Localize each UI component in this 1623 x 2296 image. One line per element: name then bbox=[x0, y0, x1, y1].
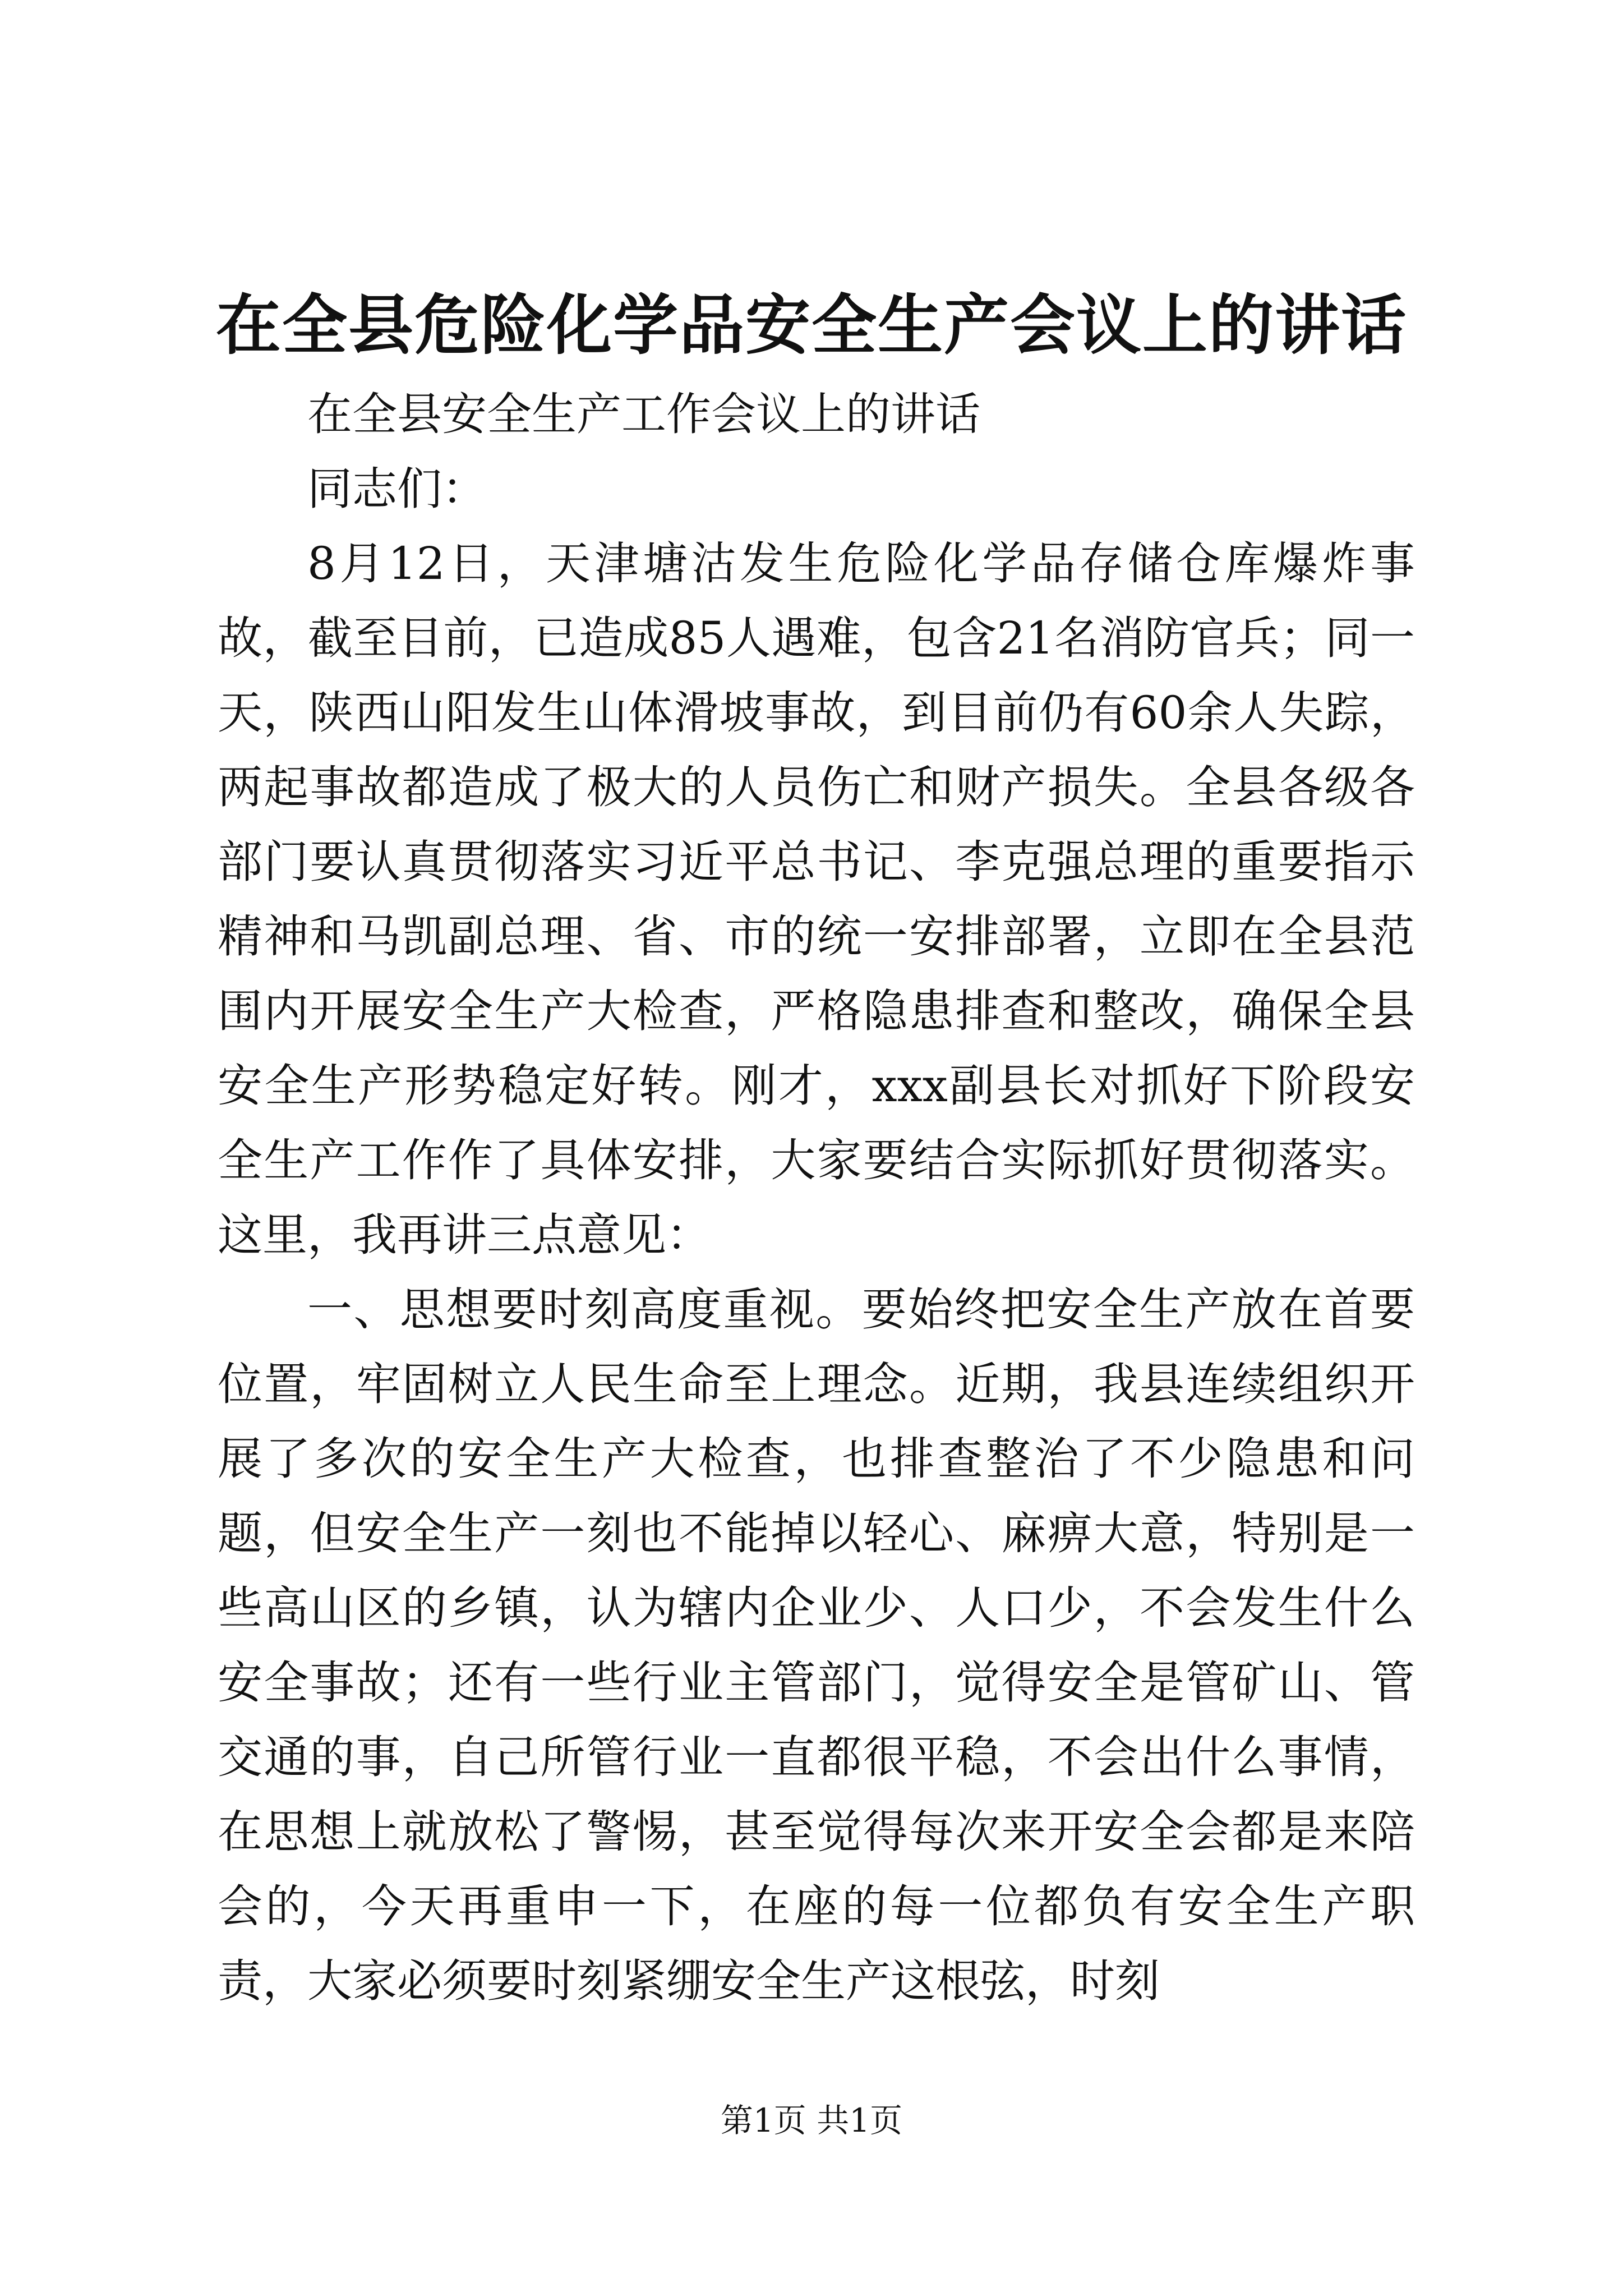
paragraph-1: 8月12日，天津塘沽发生危险化学品存储仓库爆炸事故，截至目前，已造成85人遇难，包含21名消防官兵；同一天，陕西山阳发生山体滑坡事故，到目前仍有60余人失踪，两起事故都造成了极大的人员伤亡和财产损失。全县各级各部门要认真贯彻落实习近平总书记、李克强总理的重要指示精神和马凯副总理、省、市的统一安排部署，立即在全县范围内开展安全生产大检查，严格隐患排查和整改，确保全县安全生产形势稳定好转。刚才，xxx副县长对抓好下阶段安全生产工作作了具体安排，大家要结合实际抓好贯彻落实。这里，我再讲三点意见： bbox=[218, 537, 1415, 1261]
paragraph-2: 一、思想要时刻高度重视。要始终把安全生产放在首要位置，牢固树立人民生命至上理念。近期，我县连续组织开展了多次的安全生产大检查，也排查整治了不少隐患和问题，但安全生产一刻也不能掉以轻心、麻痹大意，特别是一些高山区的乡镇，认为辖内企业少、人口少，不会发生什么安全事故；还有一些行业主管部门，觉得安全是管矿山、管交通的事，自己所管行业一直都很平稳，不会出什么事情，在思想上就放松了警惕，甚至觉得每次来开安全会都是来陪会的，今天再重申一下，在座的每一位都负有安全生产职责，大家必须要时刻紧绷安全生产这根弦，时刻 bbox=[218, 1283, 1415, 2007]
document-subtitle: 在全县安全生产工作会议上的讲话 bbox=[307, 388, 980, 440]
salutation: 同志们： bbox=[307, 463, 487, 515]
document-title: 在全县危险化学品安全生产会议上的讲话 bbox=[216, 287, 1407, 364]
page-footer: 第1页 共1页 bbox=[720, 2101, 903, 2139]
document-body bbox=[218, 377, 1415, 2018]
